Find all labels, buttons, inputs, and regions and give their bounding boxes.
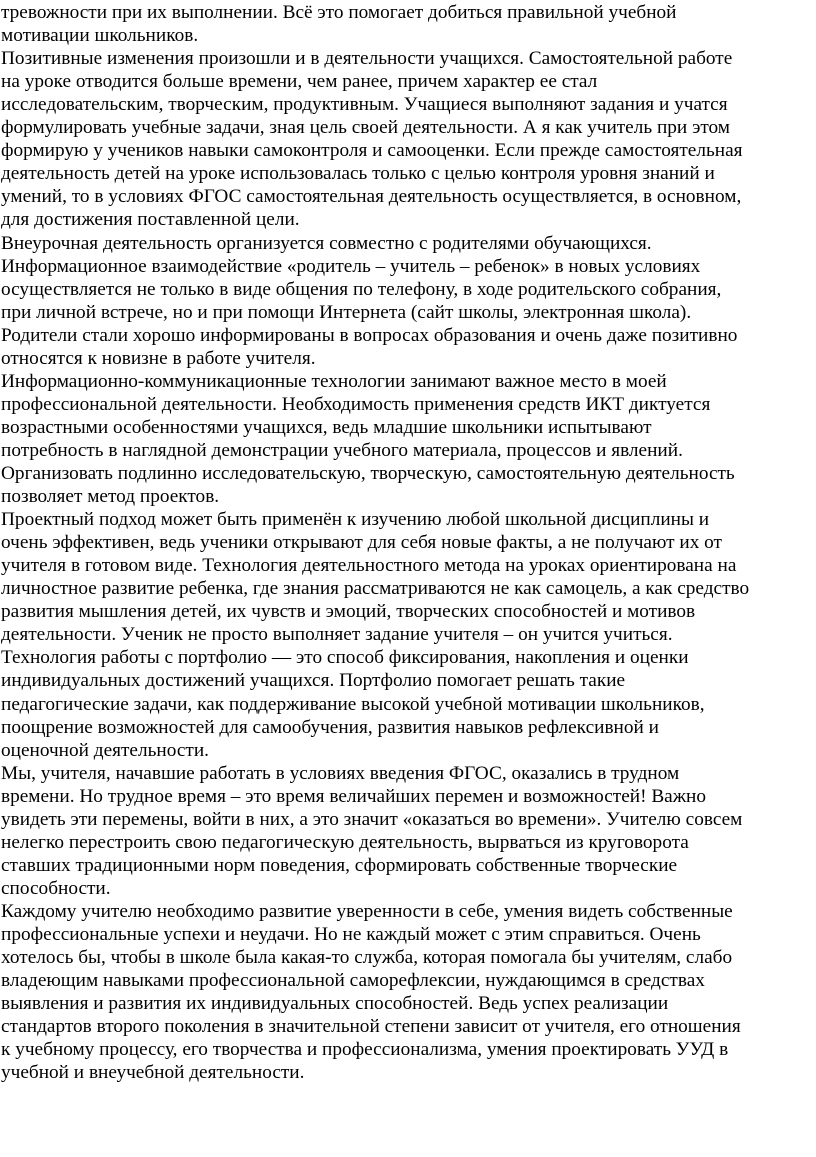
text-line: мотивации школьников. <box>1 25 199 47</box>
text-line: формулировать учебные задачи, зная цель своей деятельности. А я как учитель при этом <box>1 117 730 139</box>
text-line: профессиональной деятельности. Необходимость применения средств ИКТ диктуется <box>1 393 711 415</box>
text-line: личностное развитие ребенка, где знания рассматриваются не как самоцель, а как средство <box>1 578 750 600</box>
text-line: тревожности при их выполнении. Всё это помогает добиться правильной учебной <box>1 2 677 23</box>
text-line: выявления и развития их индивидуальных способностей. Ведь успех реализации <box>1 993 669 1015</box>
text-line: исследовательским, творческим, продуктивным. Учащиеся выполняют задания и учатся <box>1 94 728 116</box>
text-line: Организовать подлинно исследовательскую, творческую, самостоятельную деятельность <box>1 463 735 484</box>
text-line: деятельность детей на уроке использовалась только с целью контроля уровня знаний и <box>1 163 715 185</box>
text-line: Каждому учителю необходимо развитие уверенности в себе, умения видеть собственные <box>1 900 733 922</box>
text-line: к учебному процессу, его творчества и профессионализма, умения проектировать УУД в <box>1 1039 729 1061</box>
text-line: оценочной деятельности. <box>1 739 209 761</box>
text-line: хотелось бы, чтобы в школе была какая-то служба, которая помогала бы учителям, слабо <box>1 947 733 969</box>
text-line: учебной и внеучебной деятельности. <box>1 1062 305 1084</box>
text-line: формирую у учеников навыки самоконтроля и самооценки. Если прежде самостоятельная <box>1 140 743 162</box>
text-line: индивидуальных достижений учащихся. Портфолио помогает решать такие <box>1 670 626 692</box>
text-line: Мы, учителя, начавшие работать в условиях введения ФГОС, оказались в трудном <box>1 762 680 784</box>
text-line: деятельности. Ученик не просто выполняет задание учителя – он учится учиться. <box>1 624 673 646</box>
text-line: нелегко перестроить свою педагогическую деятельность, вырваться из круговорота <box>1 831 689 853</box>
text-line: Проектный подход может быть применён к изучению любой школьной дисциплины и <box>1 509 710 531</box>
text-line: Технология работы с портфолио — это способ фиксирования, накопления и оценки <box>1 647 689 669</box>
text-line: осуществляется не только в виде общения по телефону, в ходе родительского собрания, <box>1 278 722 300</box>
text-line: развития мышления детей, их чувств и эмоций, творческих способностей и мотивов <box>1 601 696 623</box>
text-line: стандартов второго поколения в значительной степени зависит от учителя, его отношения <box>1 1016 741 1038</box>
text-line: потребность в наглядной демонстрации учебного материала, процессов и явлений. <box>1 439 683 461</box>
text-line: на уроке отводится больше времени, чем ранее, причем характер ее стал <box>1 71 598 93</box>
text-line: Родители стали хорошо информированы в вопросах образования и очень даже позитивно <box>1 324 738 346</box>
text-line: учителя в готовом виде. Технология деятельностного метода на уроках ориентирована на <box>1 555 737 577</box>
text-line: очень эффективен, ведь ученики открывают для себя новые факты, а не получают их от <box>1 532 722 554</box>
text-line: поощрение возможностей для самообучения, развития навыков рефлексивной и <box>1 716 659 738</box>
text-line: для достижения поставленной цели. <box>1 209 300 231</box>
text-line: профессиональные успехи и неудачи. Но не каждый может с этим справиться. Очень <box>1 924 701 945</box>
text-line: времени. Но трудное время – это время величайших перемен и возможностей! Важно <box>1 785 707 807</box>
text-line: педагогические задачи, как поддерживание высокой учебной мотивации школьников, <box>1 693 705 715</box>
text-line: способности. <box>1 877 111 899</box>
text-line: возрастными особенностями учащихся, ведь младшие школьники испытывают <box>1 416 652 438</box>
text-line: при личной встрече, но и при помощи Интернета (сайт школы, электронная школа). <box>1 301 692 323</box>
text-line: Информационное взаимодействие «родитель – учитель – ребенок» в новых условиях <box>1 255 701 277</box>
text-line: Позитивные изменения произошли и в деятельности учащихся. Самостоятельной работе <box>1 48 733 70</box>
text-line: Информационно-коммуникационные технологии занимают важное место в моей <box>1 370 667 392</box>
text-line: относятся к новизне в работе учителя. <box>1 347 316 369</box>
text-line: ставших традиционными норм поведения, сформировать собственные творческие <box>1 854 678 876</box>
text-line: умений, то в условиях ФГОС самостоятельная деятельность осуществляется, в основном, <box>1 186 742 208</box>
text-line: увидеть эти перемены, войти в них, а это значит «оказаться во времени». Учителю совсем <box>1 808 743 830</box>
text-line: владеющим навыками профессиональной саморефлексии, нуждающимся в средствах <box>1 970 705 992</box>
text-line: позволяет метод проектов. <box>1 486 220 508</box>
text-line: Внеурочная деятельность организуется совместно с родителями обучающихся. <box>1 232 652 254</box>
